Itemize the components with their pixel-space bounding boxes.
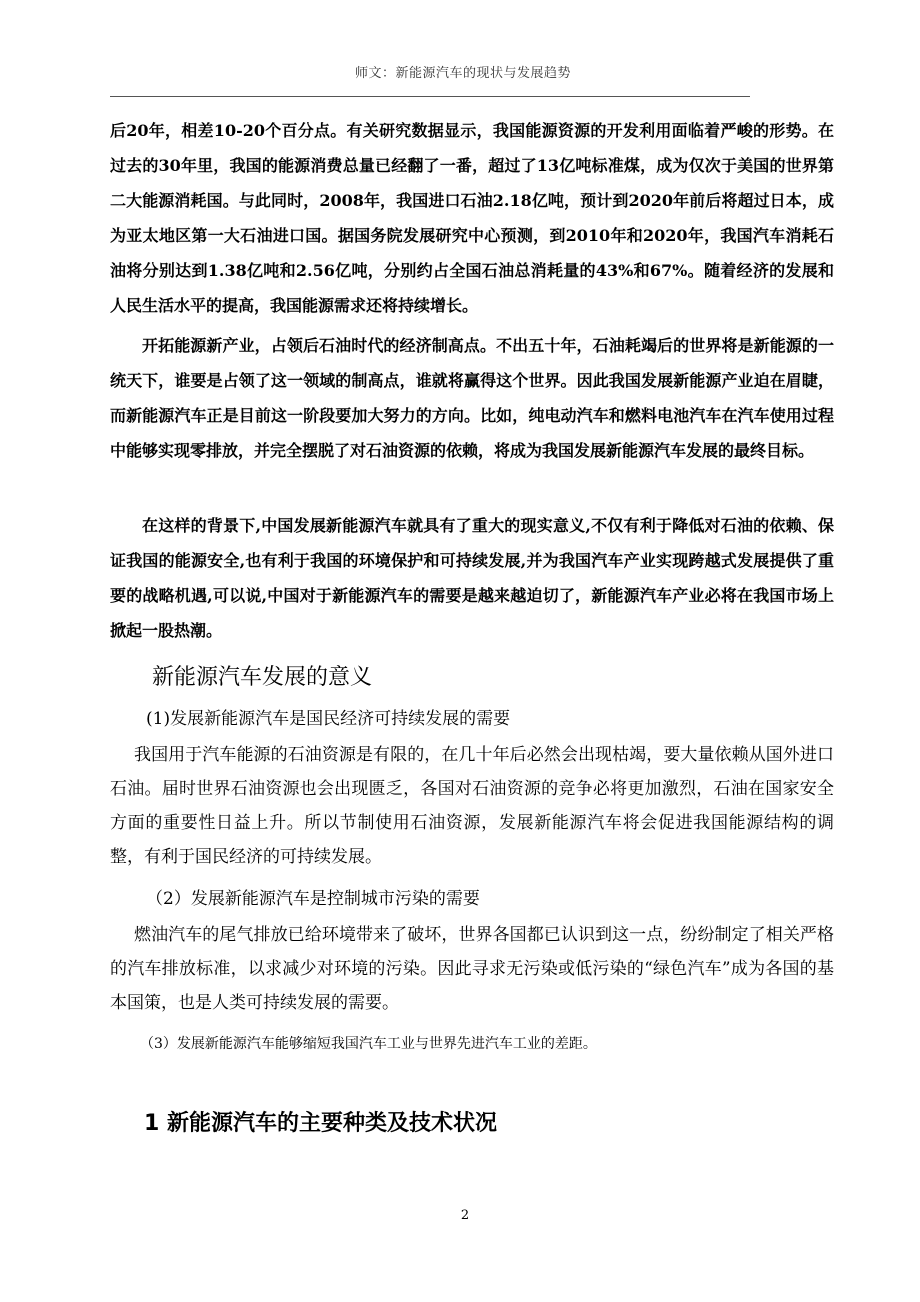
item1-title: (1)发展新能源汽车是国民经济可持续发展的需要 xyxy=(146,709,511,729)
paragraph-energy-consumption: 后20年，相差10-20个百分点。有关研究数据显示，我国能源资源的开发利用面临着严峻的形势。在过去的30年里，我国的能源消费总量已经翻了一番，超过了13亿吨标准煤，成为仅次于美国的世界第二大能源消耗国。与此同时，2008年，我国进口石油2.18亿吨，预计到2020年前后将超过日本，成为亚太地区第一大石油进口国。据国务院发展研究中心预测，到2010年和2020年，我国汽车消耗石油将分别达到1.38亿吨和2.56亿吨，分别约占全国石油总消耗量的43%和67%。随着经济的发展和人民生活水平的提高，我国能源需求还将持续增长。 xyxy=(110,121,834,315)
header-divider xyxy=(110,96,750,97)
chapter-heading: 1 新能源汽车的主要种类及技术状况 xyxy=(144,1111,497,1136)
section-heading-significance: 新能源汽车发展的意义 xyxy=(152,665,373,690)
paragraph-new-energy-industry: 开拓能源新产业，占领后石油时代的经济制高点。不出五十年，石油耗竭后的世界将是新能源的一统天下，谁要是占领了这一领域的制高点，谁就将赢得这个世界。因此我国发展新能源产业迫在眉睫，而新能源汽车正是目前这一阶段要加大努力的方向。比如，纯电动汽车和燃料电池汽车在汽车使用过程中能够实现零排放，并完全摆脱了对石油资源的依赖，将成为我国发展新能源汽车发展的最终目标。 xyxy=(110,336,834,460)
item2-body: 燃油汽车的尾气排放已给环境带来了破坏，世界各国都已认识到这一点，纷纷制定了相关严格的汽车排放标准，以求减少对环境的污染。因此寻求无污染或低污染的“绿色汽车”成为各国的基本国策，也是人类可持续发展的需要。 xyxy=(110,925,834,1013)
item3-title: （3）发展新能源汽车能够缩短我国汽车工业与世界先进汽车工业的差距。 xyxy=(140,1036,597,1052)
item2-title: （2）发展新能源汽车是控制城市污染的需要 xyxy=(146,889,480,909)
paragraph-background-significance: 在这样的背景下,中国发展新能源汽车就具有了重大的现实意义,不仅有利于降低对石油的依赖、保证我国的能源安全,也有利于我国的环境保护和可持续发展,并为我国汽车产业实现跨越式发展提供了重要的战略机遇,可以说,中国对于新能源汽车的需要是越来越迫切了，新能源汽车产业必将在我国市场上掀起一股热潮。 xyxy=(110,516,834,640)
page-number: 2 xyxy=(460,1208,470,1223)
item1-body: 我国用于汽车能源的石油资源是有限的，在几十年后必然会出现枯竭，要大量依赖从国外进口石油。届时世界石油资源也会出现匮乏，各国对石油资源的竞争必将更加激烈，石油在国家安全方面的重要性日益上升。所以节制使用石油资源，发展新能源汽车将会促进我国能源结构的调整，有利于国民经济的可持续发展。 xyxy=(110,745,834,867)
running-header-title: 师文：新能源汽车的现状与发展趋势 xyxy=(354,66,571,81)
